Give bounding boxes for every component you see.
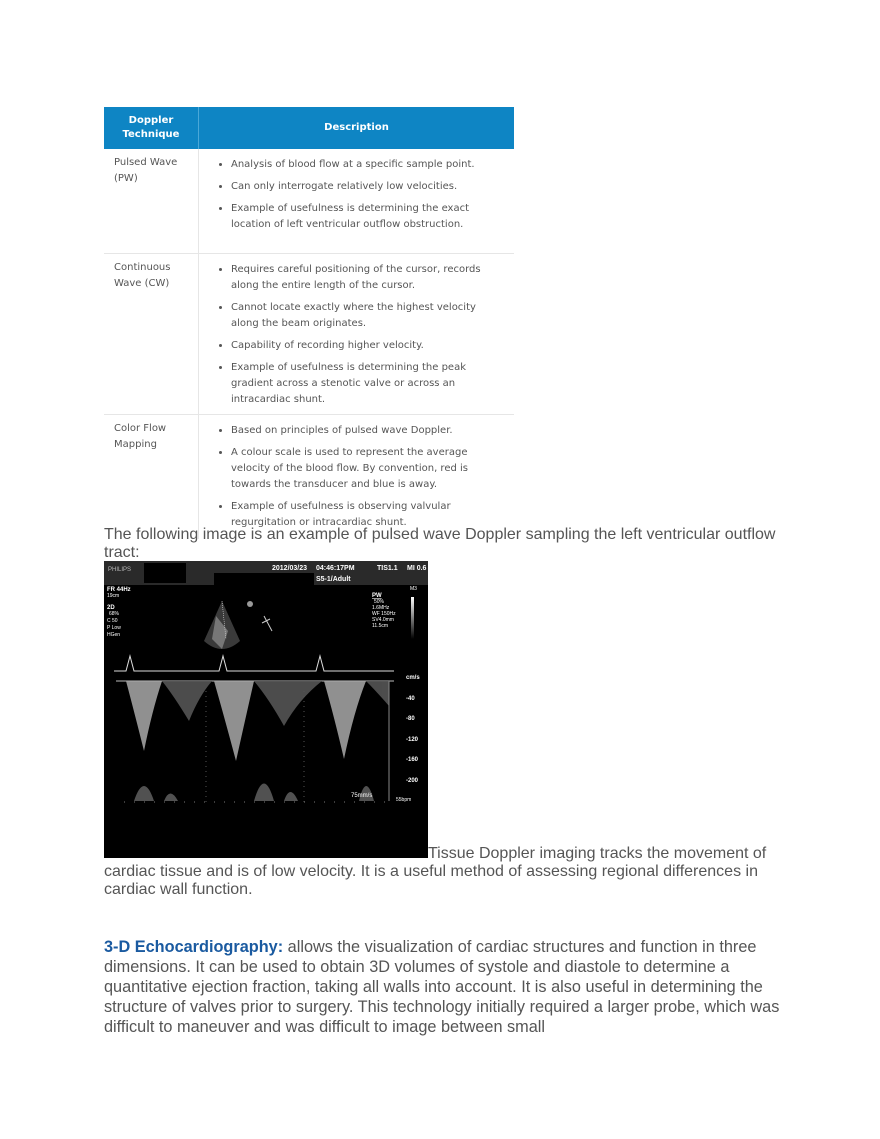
p-label: P Low (107, 625, 121, 631)
tis-label: TIS1.1 (377, 565, 398, 572)
pw-gain: 50% (374, 599, 385, 605)
scale-label: -120 (406, 737, 419, 743)
hgen-label: HGen (107, 632, 121, 638)
hr-label: 55bpm (396, 797, 412, 803)
scale-unit: cm/s (406, 675, 420, 681)
mode-2d-label: 2D (107, 605, 115, 611)
list-item: • Example of usefulness is observing valvular regurgitation or intracardiac shunt. (231, 499, 504, 531)
time-label: 04:46:17PM (316, 565, 355, 572)
list-item: • Requires careful positioning of the cursor, records along the entire length of the cursor. (231, 262, 504, 294)
tissue-doppler-text: Tissue Doppler imaging tracks the movement of cardiac tissue and is of low velocity. It is a useful method of assessing regional differences in cardiac wall function. (104, 845, 767, 898)
table-row (104, 415, 514, 540)
list-item: • Analysis of blood flow at a specific sample point. (231, 157, 504, 173)
list-item: • Based on principles of pulsed wave Doppler. (231, 423, 504, 439)
description-cell (199, 415, 515, 540)
description-cell (199, 149, 515, 254)
mi-label: MI 0.6 (407, 565, 427, 572)
gain-2d-label: 68% (109, 611, 120, 617)
image-spacer (104, 857, 428, 858)
list-item: • Example of usefulness is determining the exact location of left ventricular outflow obstruction. (231, 201, 504, 233)
echo3d-text: allows the visualization of cardiac structures and function in three dimensions. It can be used to obtain 3D volumes of systole and diastole to determine a quantitative ejection fraction, taking all walls into account. It is also useful in determining the structure of valves prior to surgery. This technology initially required a larger probe, which was difficult to maneuver and was difficult to image between small (104, 938, 780, 1036)
sweep-label: 75mm/s (351, 793, 373, 799)
brand-label: PHILIPS (108, 567, 132, 573)
description-cell (199, 254, 515, 415)
doppler-technique-table (104, 107, 514, 539)
list-item: • Can only interrogate relatively low velocities. (231, 179, 504, 195)
table-header-row (104, 107, 514, 149)
pw-depth: 11.5cm (372, 623, 389, 629)
intro-paragraph: The following image is an example of pulsed wave Doppler sampling the left ventricular outflow tract: (104, 526, 776, 561)
table-row (104, 149, 514, 254)
pw-title: PW (372, 593, 382, 599)
tissue-doppler-paragraph (104, 845, 794, 899)
preset-label: S5-1/Adult (316, 576, 351, 583)
list-item: • Example of usefulness is determining the peak gradient across a stenotic valve or across an intracardiac shunt. (231, 360, 504, 408)
list-item: • Cannot locate exactly where the highest velocity along the beam originates. (231, 300, 504, 332)
echo3d-term: 3-D Echocardiography: (104, 938, 284, 956)
scale-label: -40 (406, 696, 415, 702)
technique-cell: Pulsed Wave (PW) (104, 149, 199, 254)
pw-freq: 1.6MHz (372, 605, 390, 611)
scale-label: -160 (406, 757, 419, 763)
header-technique: Doppler Technique (104, 107, 199, 149)
c-label: C 50 (107, 618, 118, 624)
scale-label: -80 (406, 716, 415, 722)
scale-label: -200 (406, 778, 419, 784)
echo3d-paragraph (104, 937, 794, 1037)
list-item: • Capability of recording higher velocity. (231, 338, 504, 354)
pw-wf: WF 150Hz (372, 611, 396, 617)
pw-sv: SV4.0mm (372, 617, 394, 623)
m3-label: M3 (410, 586, 417, 592)
technique-cell: Continuous Wave (CW) (104, 254, 199, 415)
depth-label: 19cm (107, 593, 120, 599)
table-row (104, 254, 514, 415)
list-item: • A colour scale is used to represent the average velocity of the blood flow. By convention, red is towards the transducer and blue is away. (231, 445, 504, 493)
pw-doppler-image (104, 561, 428, 858)
date-label: 2012/03/23 (272, 565, 308, 572)
technique-cell: Color Flow Mapping (104, 415, 199, 540)
fr-label: FR 44Hz (107, 587, 131, 593)
header-description: Description (199, 107, 515, 149)
